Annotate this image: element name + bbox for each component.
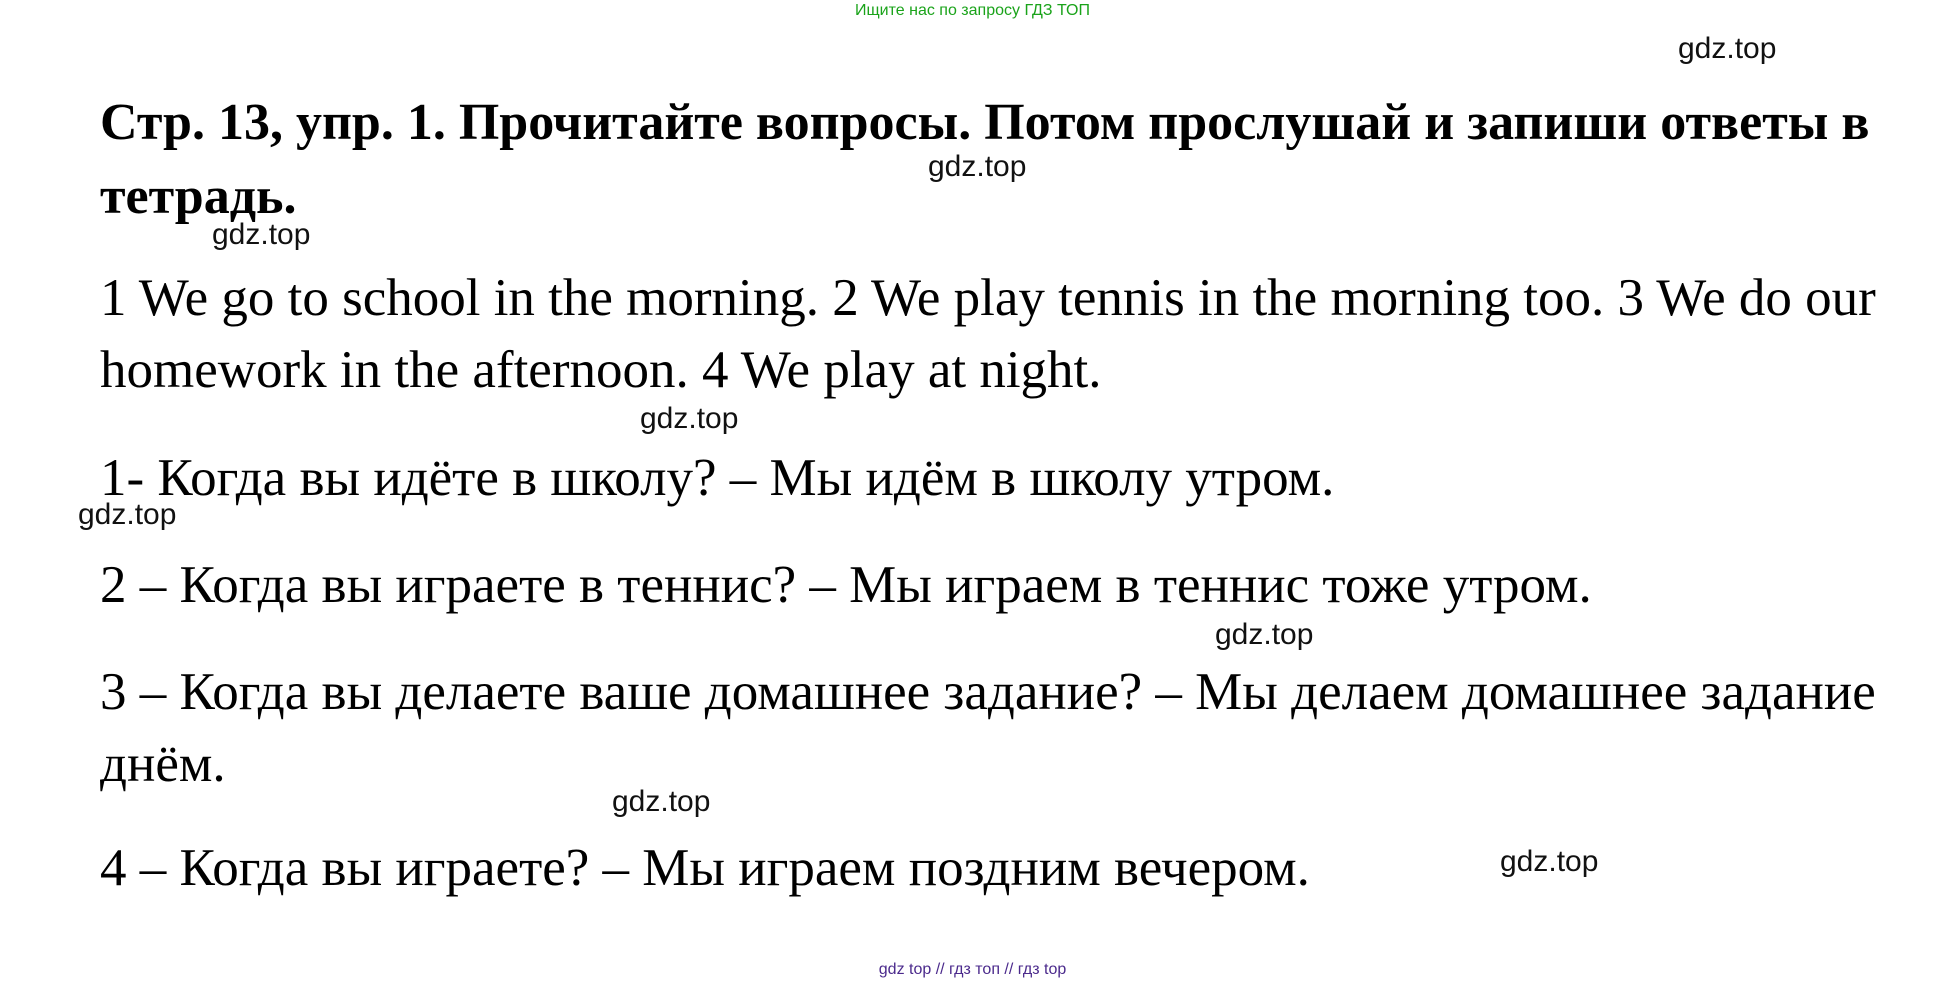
watermark: gdz.top xyxy=(1500,845,1599,878)
watermark: gdz.top xyxy=(1215,618,1314,651)
answer-4: 4 – Когда вы играете? – Мы играем поздним вечером. xyxy=(100,839,1310,897)
watermark: gdz.top xyxy=(212,218,311,251)
watermark: gdz.top xyxy=(640,402,739,435)
english-text: 1 We go to school in the morning. 2 We play tennis in the morning too. 3 We do our homework in the afternoon. 4 We play at night. xyxy=(100,269,1876,399)
answer-3: 3 – Когда вы делаете ваше домашнее задание? – Мы делаем домашнее задание днём. xyxy=(100,663,1876,793)
watermark: gdz.top xyxy=(78,498,177,531)
footer-watermark: gdz top // гдз топ // гдз top xyxy=(878,961,1067,978)
answer-1: 1- Когда вы идёте в школу? – Мы идём в школу утром. xyxy=(100,449,1335,507)
watermark: gdz.top xyxy=(612,785,711,818)
top-banner: Ищите нас по запросу ГДЗ ТОП xyxy=(855,2,1090,19)
answer-2: 2 – Когда вы играете в теннис? – Мы играем в теннис тоже утром. xyxy=(100,556,1592,614)
watermark: gdz.top xyxy=(1678,32,1777,65)
watermark: gdz.top xyxy=(928,150,1027,183)
exercise-heading: Стр. 13, упр. 1. Прочитайте вопросы. Потом прослушай и запиши ответы в тетрадь. xyxy=(100,94,1870,225)
